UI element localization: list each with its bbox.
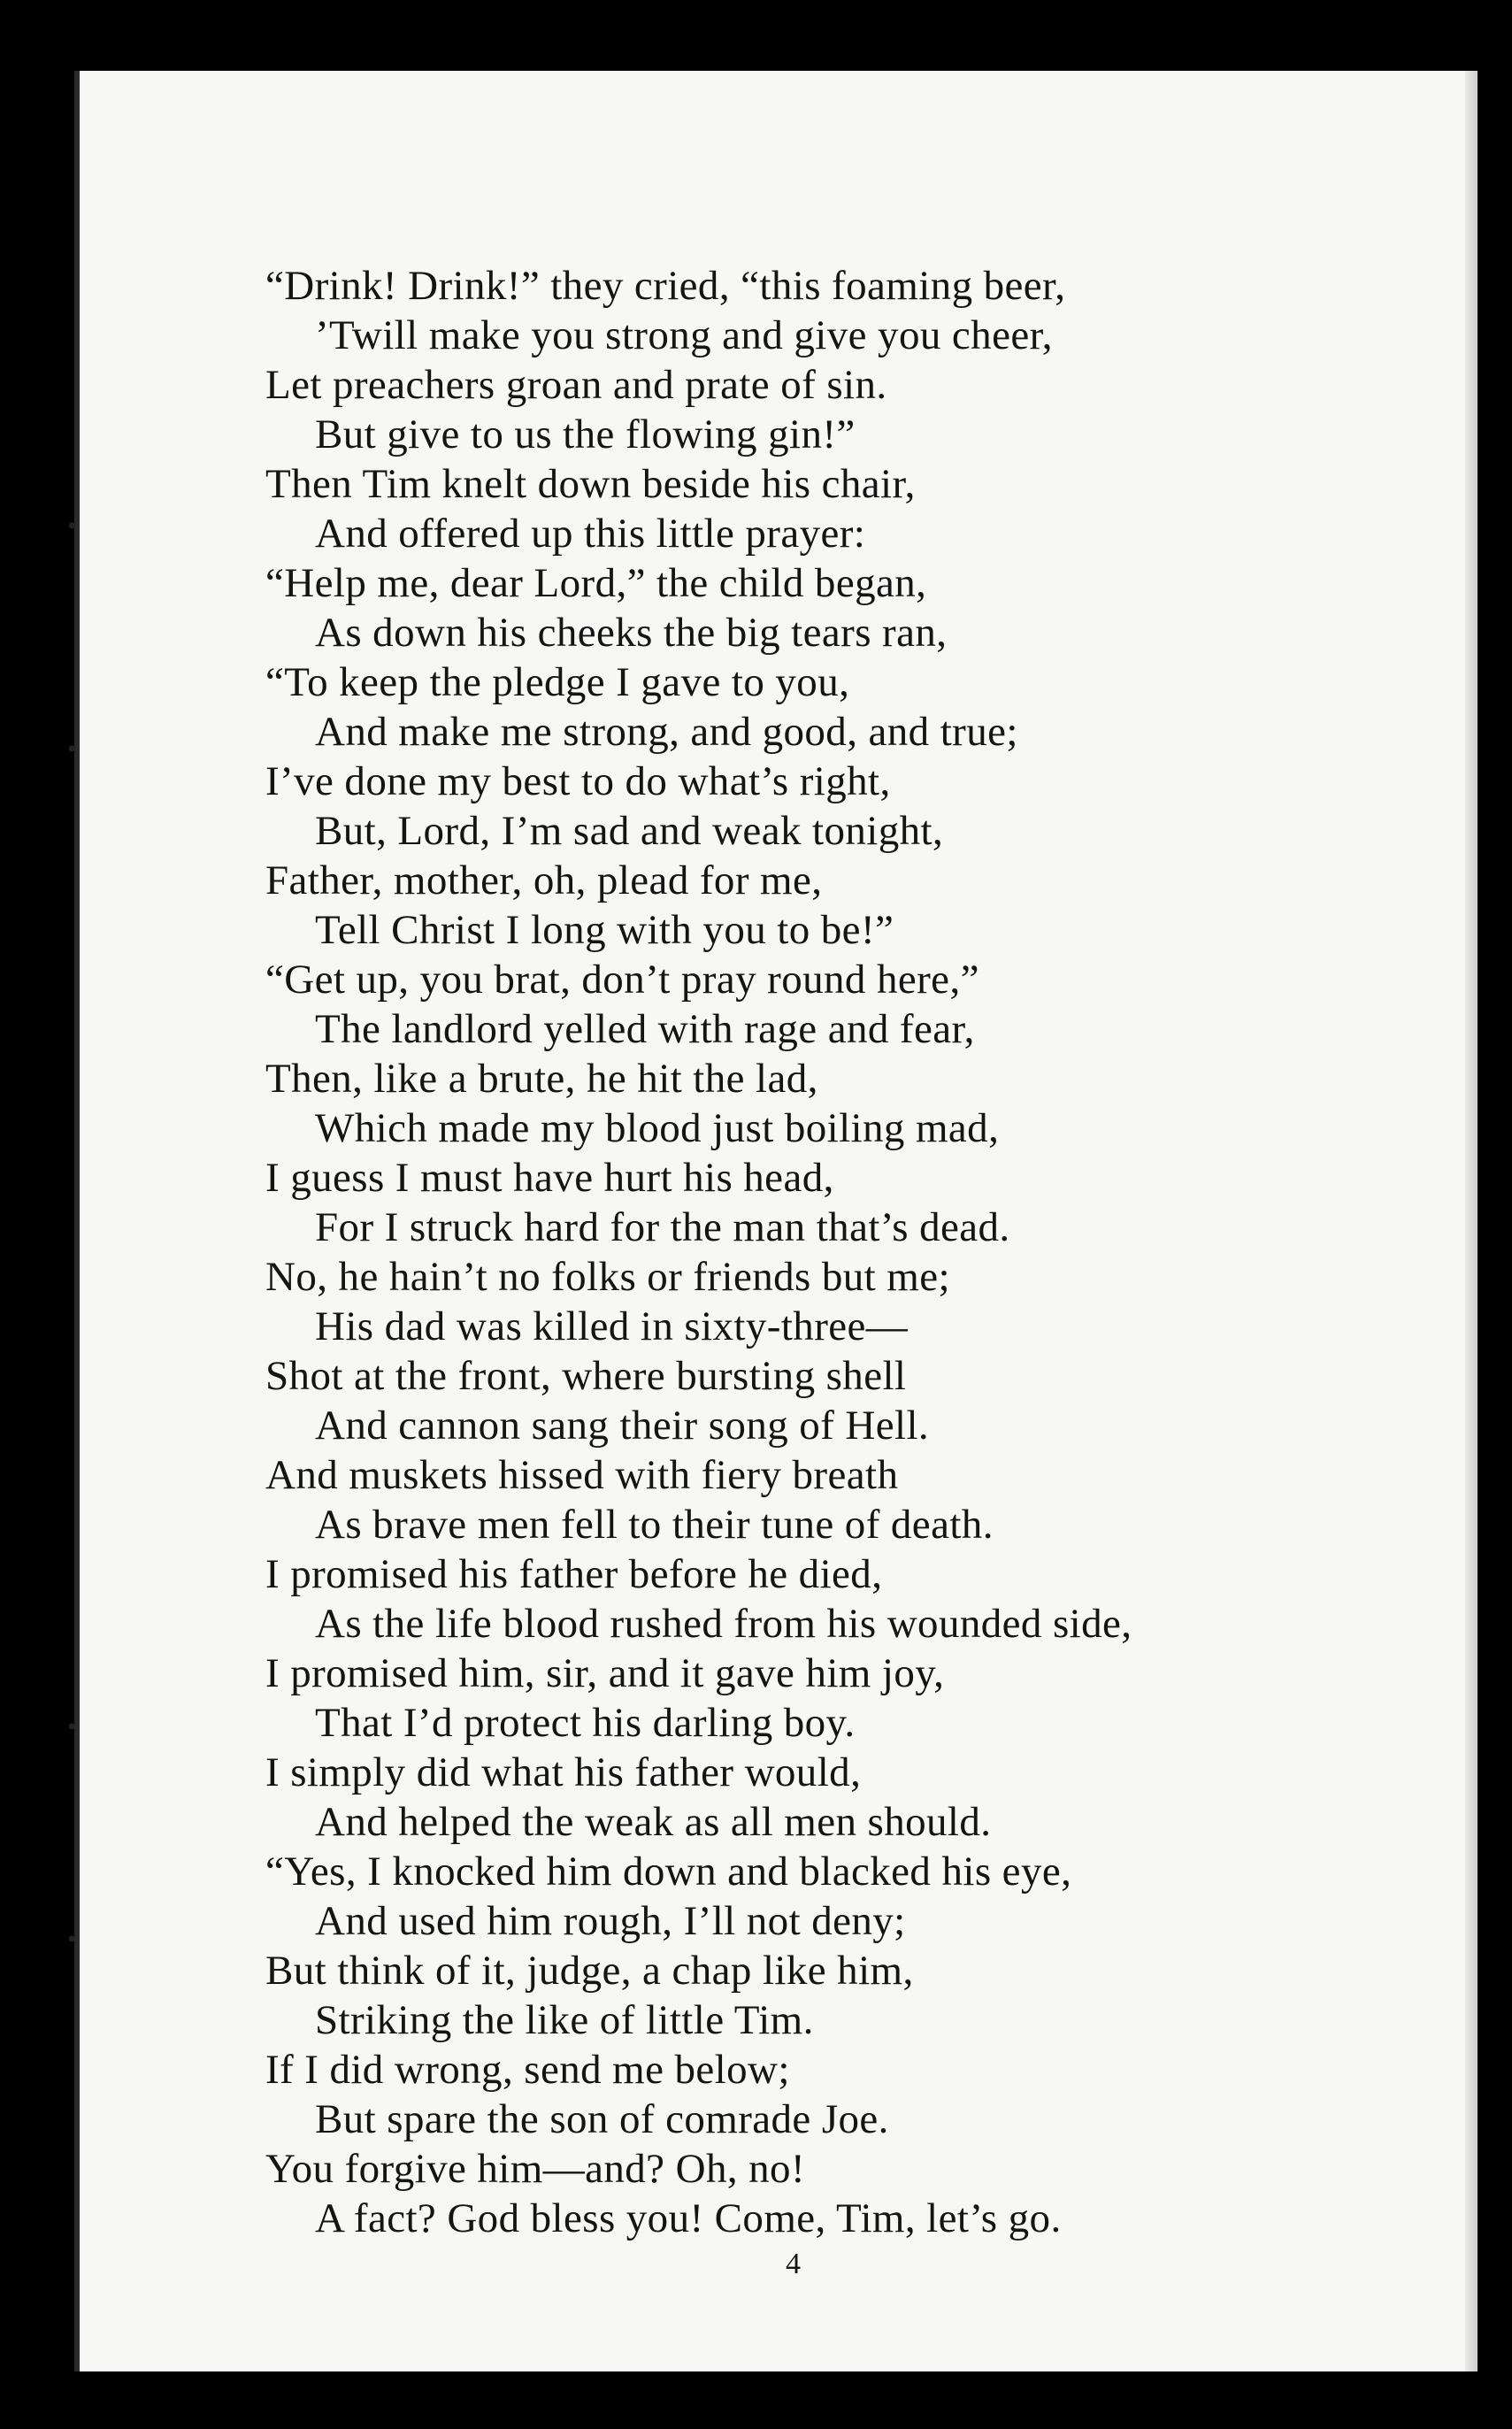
poem-line: As down his cheeks the big tears ran, (315, 610, 948, 656)
poem-line: I’ve done my best to do what’s right, (265, 758, 891, 804)
poem-line: Then Tim knelt down beside his chair, (265, 461, 916, 507)
poem-line: And used him rough, I’ll not deny; (315, 1898, 906, 1944)
poem-line: If I did wrong, send me below; (265, 2047, 790, 2093)
poem-line: I promised him, sir, and it gave him joy, (265, 1650, 945, 1696)
poem-line: “Yes, I knocked him down and blacked his eye, (265, 1849, 1072, 1895)
poem-line: Then, like a brute, he hit the lad, (265, 1056, 818, 1102)
poem-line: Father, mother, oh, plead for me, (265, 857, 823, 903)
poem-line: And helped the weak as all men should. (315, 1799, 992, 1845)
poem-line: His dad was killed in sixty-three— (315, 1303, 909, 1349)
poem-line: You forgive him—and? Oh, no! (265, 2146, 805, 2192)
poem-line: I promised his father before he died, (265, 1551, 883, 1597)
poem-line: No, he hain’t no folks or friends but me; (265, 1254, 950, 1300)
poem-line: But think of it, judge, a chap like him, (265, 1948, 914, 1994)
poem-line: Shot at the front, where bursting shell (265, 1353, 907, 1399)
poem-line: Which made my blood just boiling mad, (315, 1105, 1000, 1151)
poem-line: The landlord yelled with rage and fear, (315, 1006, 975, 1052)
binding-mark: • (67, 1925, 77, 1954)
poem-line: A fact? God bless you! Come, Tim, let’s go. (315, 2195, 1062, 2241)
poem-line: “Drink! Drink!” they cried, “this foaming beer, (265, 263, 1066, 309)
poem-line: Let preachers groan and prate of sin. (265, 362, 887, 408)
poem-line: And make me strong, and good, and true; (315, 709, 1018, 755)
poem-line: “Help me, dear Lord,” the child began, (265, 560, 927, 606)
poem-line: As the life blood rushed from his wounded side, (315, 1601, 1132, 1647)
poem-line: “Get up, you brat, don’t pray round here,” (265, 957, 979, 1003)
poem-line: But give to us the flowing gin!” (315, 411, 856, 457)
poem-line: And cannon sang their song of Hell. (315, 1403, 930, 1449)
poem-line: Tell Christ I long with you to be!” (315, 907, 894, 953)
poem-line: I guess I must have hurt his head, (265, 1155, 834, 1201)
poem-line: But spare the son of comrade Joe. (315, 2096, 889, 2142)
poem-line: That I’d protect his darling boy. (315, 1700, 856, 1746)
poem-line: As brave men fell to their tune of death. (315, 1502, 994, 1548)
document-page (74, 71, 1477, 2371)
poem-body (265, 261, 1433, 2243)
poem-line: For I struck hard for the man that’s dead. (315, 1204, 1010, 1250)
poem-line: ’Twill make you strong and give you cheer, (315, 312, 1053, 358)
page-edge (1465, 71, 1477, 2371)
poem-line: But, Lord, I’m sad and weak tonight, (315, 808, 944, 854)
binding-mark: • (67, 1712, 77, 1741)
binding-mark: • (67, 734, 77, 764)
poem-line: And muskets hissed with fiery breath (265, 1452, 899, 1498)
poem-line: “To keep the pledge I gave to you, (265, 659, 850, 705)
page-number: 4 (786, 2248, 801, 2280)
poem-line: And offered up this little prayer: (315, 511, 866, 557)
poem-line: Striking the like of little Tim. (315, 1997, 814, 2043)
binding-mark: • (67, 511, 77, 541)
poem-line: I simply did what his father would, (265, 1749, 862, 1795)
